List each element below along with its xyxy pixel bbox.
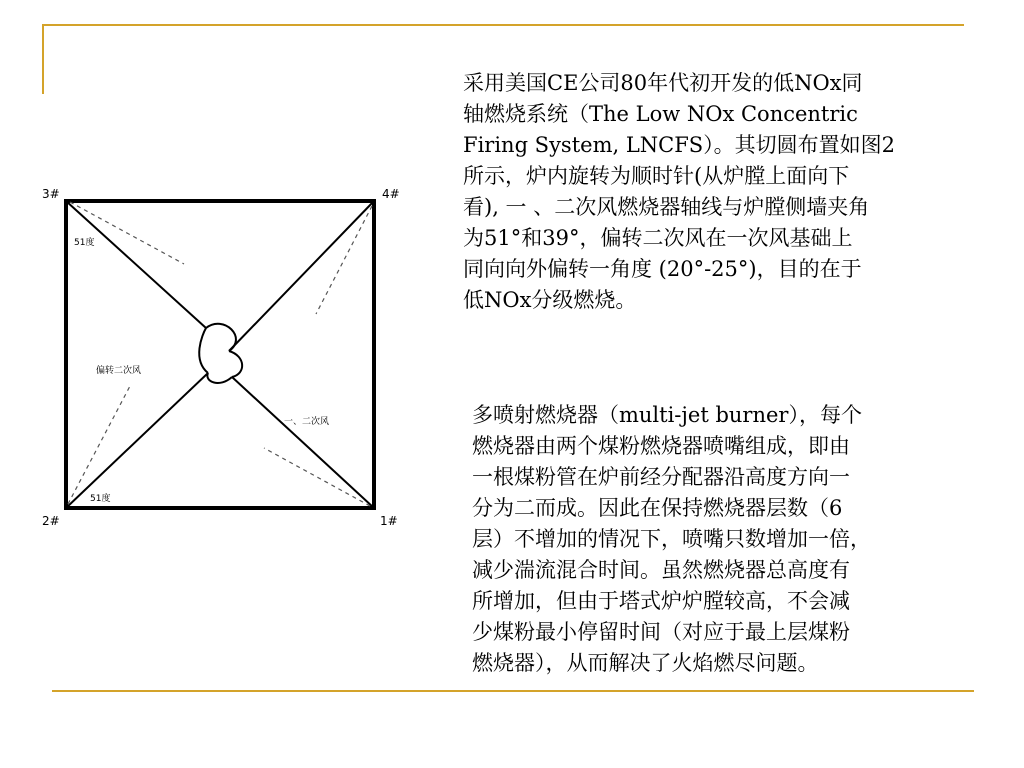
diagram-svg	[34, 178, 414, 538]
corner-label-2: 2#	[42, 514, 60, 528]
text-line: 一根煤粉管在炉前经分配器沿高度方向一	[472, 465, 850, 489]
offset-dash-2	[68, 386, 130, 504]
primary-secondary-air-label: 一、二次风	[284, 417, 330, 427]
text-line: 低NOx分级燃烧。	[463, 288, 637, 312]
text-line: 减少湍流混合时间。虽然燃烧器总高度有	[472, 558, 850, 582]
vortex-arc-bottom	[207, 373, 232, 383]
tangential-firing-diagram	[34, 178, 414, 538]
vortex-arc-top	[206, 324, 236, 351]
jet-line-4	[229, 201, 374, 351]
text-line: 多喷射燃烧器（multi-jet burner），每个	[472, 403, 862, 427]
offset-dash-4	[316, 206, 372, 314]
offset-air-label: 偏转二次风	[96, 366, 142, 376]
top-rule	[42, 24, 964, 26]
text-line: 燃烧器由两个煤粉燃烧器喷嘴组成，即由	[472, 434, 850, 458]
vortex-arc-left	[199, 328, 208, 373]
text-line: 同向向外偏转一角度 (20°-25°)，目的在于	[463, 257, 862, 281]
corner-label-4: 4#	[382, 187, 400, 201]
text-line: 燃烧器），从而解决了火焰燃尽问题。	[472, 651, 819, 675]
angle-label-top: 51度	[74, 238, 95, 248]
text-line: 看), 一 、二次风燃烧器轴线与炉膛侧墙夹角	[463, 195, 870, 219]
text-line: 为51°和39°，偏转二次风在一次风基础上	[463, 226, 853, 250]
bottom-rule	[52, 690, 974, 692]
text-line: 层）不增加的情况下，喷嘴只数增加一倍，	[472, 527, 871, 551]
furnace-wall	[66, 201, 374, 508]
corner-label-3: 3#	[42, 187, 60, 201]
text-line: Firing System, LNCFS）。其切圆布置如图2	[463, 133, 896, 157]
text-line: 少煤粉最小停留时间（对应于最上层煤粉	[472, 620, 850, 644]
text-line: 所示，炉内旋转为顺时针(从炉膛上面向下	[463, 164, 850, 188]
jet-line-1	[232, 377, 374, 508]
left-rule	[42, 24, 44, 94]
jet-line-2	[66, 373, 208, 508]
text-line: 采用美国CE公司80年代初开发的低NOx同	[463, 71, 863, 95]
text-line: 轴燃烧系统（The Low NOx Concentric	[463, 102, 858, 126]
angle-label-bottom: 51度	[90, 494, 111, 504]
multi-jet-burner-description	[472, 400, 992, 679]
corner-label-1: 1#	[380, 514, 398, 528]
jet-line-3	[66, 201, 206, 328]
vortex-arc-right	[229, 351, 242, 377]
text-line: 分为二而成。因此在保持燃烧器层数（6	[472, 496, 843, 520]
offset-dash-3	[70, 202, 184, 264]
lncfs-description	[463, 68, 1011, 316]
text-line: 所增加，但由于塔式炉炉膛较高，不会减	[472, 589, 850, 613]
